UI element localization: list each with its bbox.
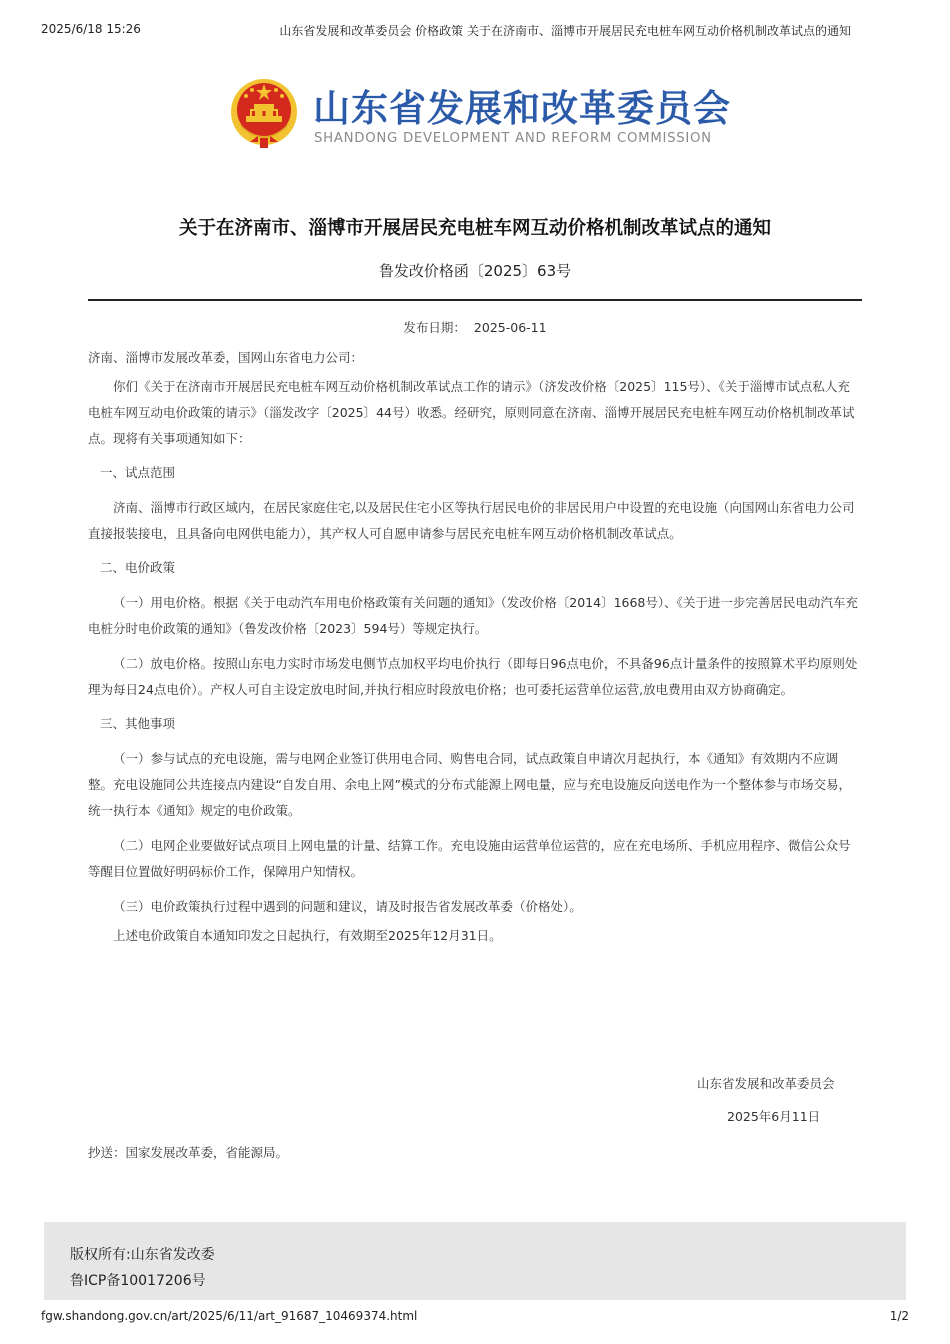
- footer-icp-link[interactable]: 鲁ICP备10017206号: [70, 1273, 206, 1289]
- signature-date: 2025年6月11日: [727, 1109, 821, 1124]
- print-datetime: 2025/6/18 15:26: [41, 22, 141, 36]
- closing-paragraph: 上述电价政策自本通知印发之日起执行，有效期至2025年12月31日。: [113, 928, 502, 943]
- recipient: 济南、淄博市发展改革委，国网山东省电力公司：: [88, 350, 364, 365]
- section-heading-other: 三、其他事项: [100, 716, 176, 731]
- title-divider: [88, 299, 862, 301]
- print-page-title: 山东省发展和改革委员会 价格政策 关于在济南市、淄博市开展居民充电桩车网互动价格机制改革试点的通知: [279, 24, 851, 38]
- other-paragraph-1: （一）参与试点的充电设施，需与电网企业签订供用电合同、购售电合同，试点政策自申请次月起执行，本《通知》有效期内不应调整。充电设施同公共连接点内建设“自发自用、余电上网”模式的分布式能源上网电量，应与充电设施反向送电作为一个整体参与市场交易，统一执行本《通知》规定的电价政策。: [88, 751, 851, 818]
- signature-organization: 山东省发展和改革委员会: [697, 1076, 835, 1091]
- document-number: 鲁发改价格函〔2025〕63号: [378, 262, 572, 280]
- other-paragraph-2: （二）电网企业要做好试点项目上网电量的计量、结算工作。充电设施由运营单位运营的，应在充电场所、手机应用程序、微信公众号等醒目位置做好明码标价工作，保障用户知情权。: [88, 838, 851, 879]
- print-url: fgw.shandong.gov.cn/art/2025/6/11/art_91687_10469374.html: [41, 1309, 418, 1323]
- site-logo[interactable]: [228, 76, 731, 156]
- pricing-paragraph-2: （二）放电价格。按照山东电力实时市场发电侧节点加权平均电价执行（即每日96点电价，不具备96点计量条件的按照算术平均原则处理为每日24点电价）。产权人可自主设定放电时间,并执行相应时段放电价格；也可委托运营单位运营,放电费用由双方协商确定。: [88, 656, 858, 697]
- document-body: [88, 345, 862, 949]
- footer-copyright: 版权所有:山东省发改委: [70, 1247, 215, 1263]
- section-heading-pricing: 二、电价政策: [100, 560, 176, 575]
- scope-paragraph: 济南、淄博市行政区域内，在居民家庭住宅,以及居民住宅小区等执行居民电价的非居民用户中设置的充电设施（向国网山东省电力公司直接报装接电，且具备向电网供电能力），其产权人可自愿申请参与居民充电桩车网互动价格机制改革试点。: [88, 500, 855, 541]
- publish-date-label: 发布日期：: [403, 320, 466, 335]
- print-footer: [41, 1309, 909, 1325]
- logo-name-cn: 山东省发展和改革委员会: [313, 87, 731, 130]
- carbon-copy: 抄送：国家发展改革委，省能源局。: [88, 1145, 289, 1160]
- intro-paragraph: 你们《关于在济南市开展居民充电桩车网互动价格机制改革试点工作的请示》（济发改价格〔2025〕115号）、《关于淄博市试点私人充电桩车网互动电价政策的请示》（淄发改字〔2025〕44号）收悉。经研究，原则同意在济南、淄博开展居民充电桩车网互动价格机制改革试点。现将有关事项通知如下：: [88, 379, 855, 446]
- print-page-number: 1/2: [889, 1309, 909, 1323]
- national-emblem-icon: [228, 76, 300, 151]
- pricing-paragraph-1: （一）用电价格。根据《关于电动汽车用电价格政策有关问题的通知》（发改价格〔2014〕1668号）、《关于进一步完善居民电动汽车充电桩分时电价政策的通知》（鲁发改价格〔2023〕594号）等规定执行。: [88, 595, 858, 636]
- publish-date-value: 2025-06-11: [473, 320, 547, 335]
- print-header: [41, 22, 909, 40]
- section-heading-scope: 一、试点范围: [100, 465, 176, 480]
- other-paragraph-3: （三）电价政策执行过程中遇到的问题和建议，请及时报告省发展改革委（价格处）。: [113, 899, 582, 914]
- logo-name-en: SHANDONG DEVELOPMENT AND REFORM COMMISSION: [314, 131, 712, 146]
- publish-date: [0, 318, 950, 336]
- site-footer: [44, 1222, 906, 1300]
- document-title: 关于在济南市、淄博市开展居民充电桩车网互动价格机制改革试点的通知: [178, 218, 771, 239]
